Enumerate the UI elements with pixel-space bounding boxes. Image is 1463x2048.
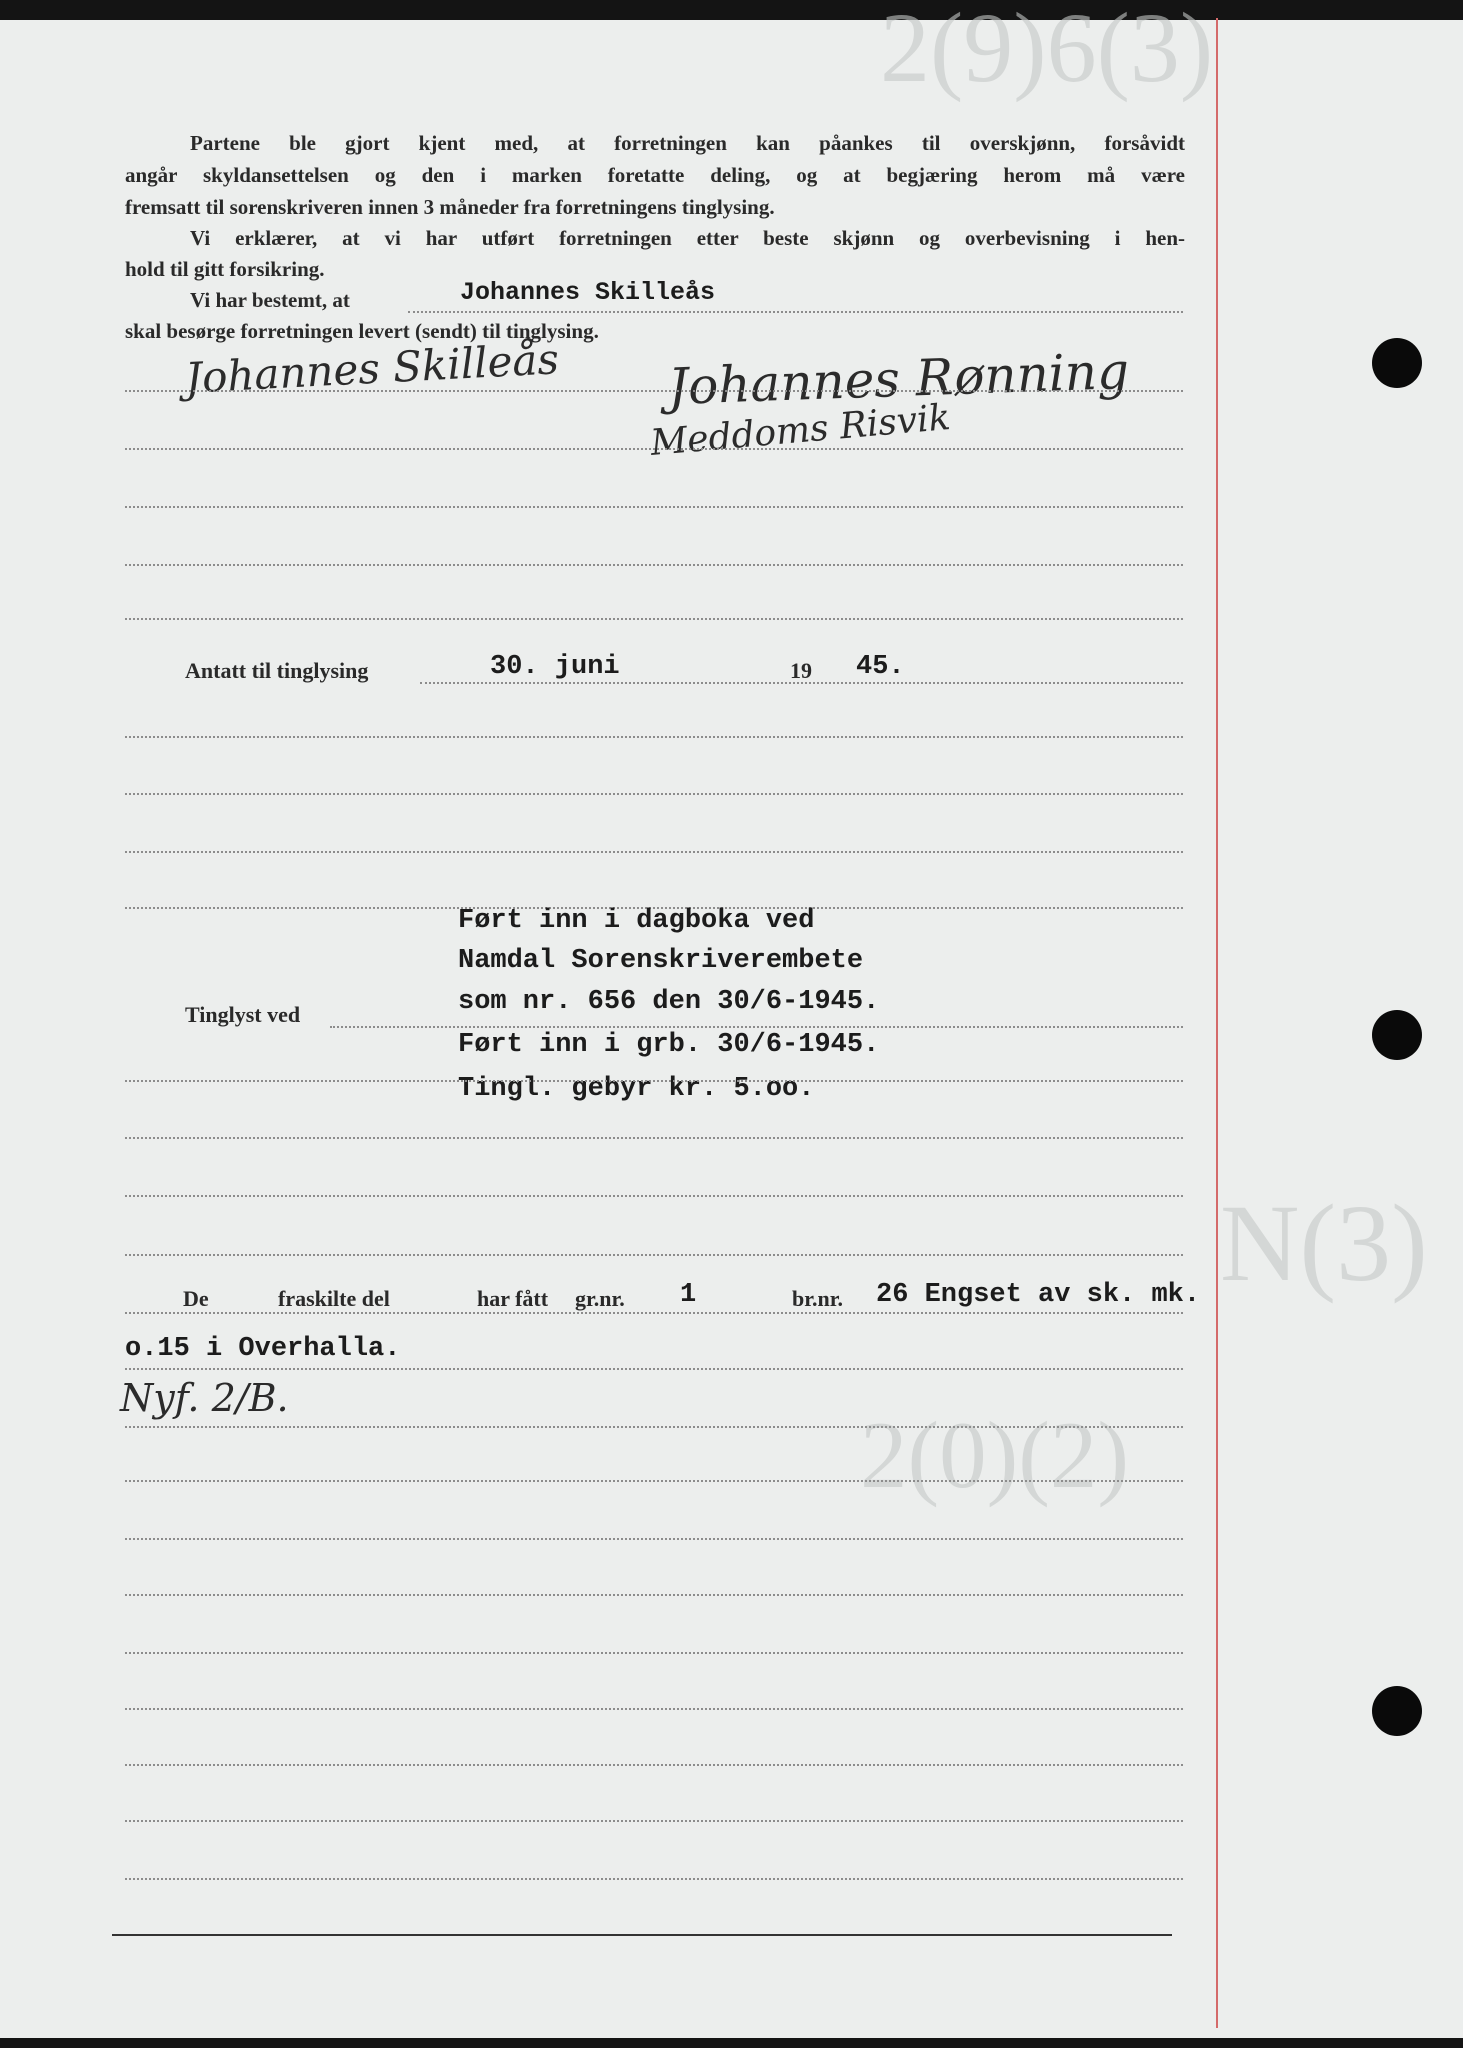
blank-line-8 — [125, 1254, 1183, 1256]
blank-line-1 — [125, 736, 1183, 738]
parcel-de: De — [183, 1286, 209, 1311]
parcel-brnr-value: 26 Engset av sk. mk. — [876, 1280, 1201, 1310]
accepted-date: 30. juni — [490, 652, 620, 682]
blank-line-16 — [125, 1820, 1183, 1822]
intro-line-6: Vi har bestemt, at — [190, 288, 350, 312]
blank-line-5 — [125, 1080, 1183, 1082]
registration-line-5: Tingl. gebyr kr. 5.oo. — [458, 1074, 815, 1104]
punch-hole-bottom — [1372, 1686, 1422, 1736]
blank-line-10 — [125, 1480, 1183, 1482]
signature-line-4 — [125, 564, 1183, 566]
parcel-note: Nyf. 2/B. — [120, 1376, 289, 1420]
scan-bottom-edge — [0, 2038, 1463, 2048]
blank-line-12 — [125, 1594, 1183, 1596]
intro-line-5: hold til gitt forsikring. — [125, 257, 325, 281]
signature-line-5 — [125, 618, 1183, 620]
blank-line-17 — [125, 1878, 1183, 1880]
appointee-line — [408, 311, 1183, 313]
parcel-grnr-value: 1 — [680, 1280, 697, 1310]
parcel-line-1 — [125, 1312, 1183, 1314]
punch-hole-middle — [1372, 1010, 1422, 1060]
signature-3: Meddoms Risvik — [648, 396, 952, 465]
accepted-year-suffix: 45. — [856, 652, 905, 682]
blank-line-6 — [125, 1137, 1183, 1139]
registration-line-1: Ført inn i dagboka ved — [458, 906, 815, 936]
registration-line — [330, 1026, 1183, 1028]
accepted-line — [420, 682, 1183, 684]
parcel-brnr-label: br.nr. — [792, 1286, 843, 1311]
registration-line-4: Ført inn i grb. 30/6-1945. — [458, 1030, 880, 1060]
accepted-year-prefix: 19 — [790, 658, 812, 683]
signature-1: Johannes Skilleås — [183, 334, 561, 403]
ghost-stamp-top: 2(9)6(3) — [880, 0, 1214, 103]
registration-line-3: som nr. 656 den 30/6-1945. — [458, 987, 880, 1017]
blank-line-15 — [125, 1764, 1183, 1766]
punch-hole-top — [1372, 338, 1422, 388]
intro-line-4: Vi erklærer, at vi har utført forretningen etter beste skjønn og overbevisning i hen- — [190, 226, 1185, 250]
intro-line-2: angår skyldansettelsen og den i marken foretatte deling, og at begjæring herom må være — [125, 163, 1185, 187]
blank-line-13 — [125, 1652, 1183, 1654]
parcel-har-fatt: har fått — [477, 1286, 549, 1311]
blank-line-3 — [125, 851, 1183, 853]
signature-line-2 — [125, 448, 1183, 450]
ghost-stamp-lower: 2(0)(2) — [860, 1402, 1130, 1508]
intro-line-3: fremsatt til sorenskriveren innen 3 måneder fra forretningens tinglysing. — [125, 195, 775, 219]
signature-line-3 — [125, 506, 1183, 508]
accepted-label: Antatt til tinglysing — [185, 658, 369, 683]
registration-label: Tinglyst ved — [185, 1002, 301, 1027]
appointee-name: Johannes Skilleås — [460, 278, 716, 307]
parcel-fraskilte: fraskilte del — [278, 1286, 390, 1311]
intro-line-1: Partene ble gjort kjent med, at forretningen kan påankes til overskjønn, forsåvidt — [190, 131, 1185, 155]
registration-line-2: Namdal Sorenskriverembete — [458, 946, 864, 976]
parcel-continuation: o.15 i Overhalla. — [125, 1334, 401, 1364]
blank-line-11 — [125, 1538, 1183, 1540]
red-margin-line — [1216, 18, 1218, 2028]
signature-2: Johannes Rønning — [667, 341, 1130, 417]
blank-line-2 — [125, 793, 1183, 795]
ghost-stamp-right: N(3) — [1220, 1182, 1428, 1304]
blank-line-7 — [125, 1195, 1183, 1197]
parcel-line-2 — [125, 1368, 1183, 1370]
closing-rule — [112, 1934, 1172, 1936]
blank-line-9 — [125, 1426, 1183, 1428]
intro-line-7: skal besørge forretningen levert (sendt) til tinglysing. — [125, 319, 599, 343]
signature-line-1 — [125, 390, 1183, 392]
scan-top-edge — [0, 0, 1463, 20]
parcel-grnr-label: gr.nr. — [575, 1286, 625, 1311]
blank-line-14 — [125, 1708, 1183, 1710]
